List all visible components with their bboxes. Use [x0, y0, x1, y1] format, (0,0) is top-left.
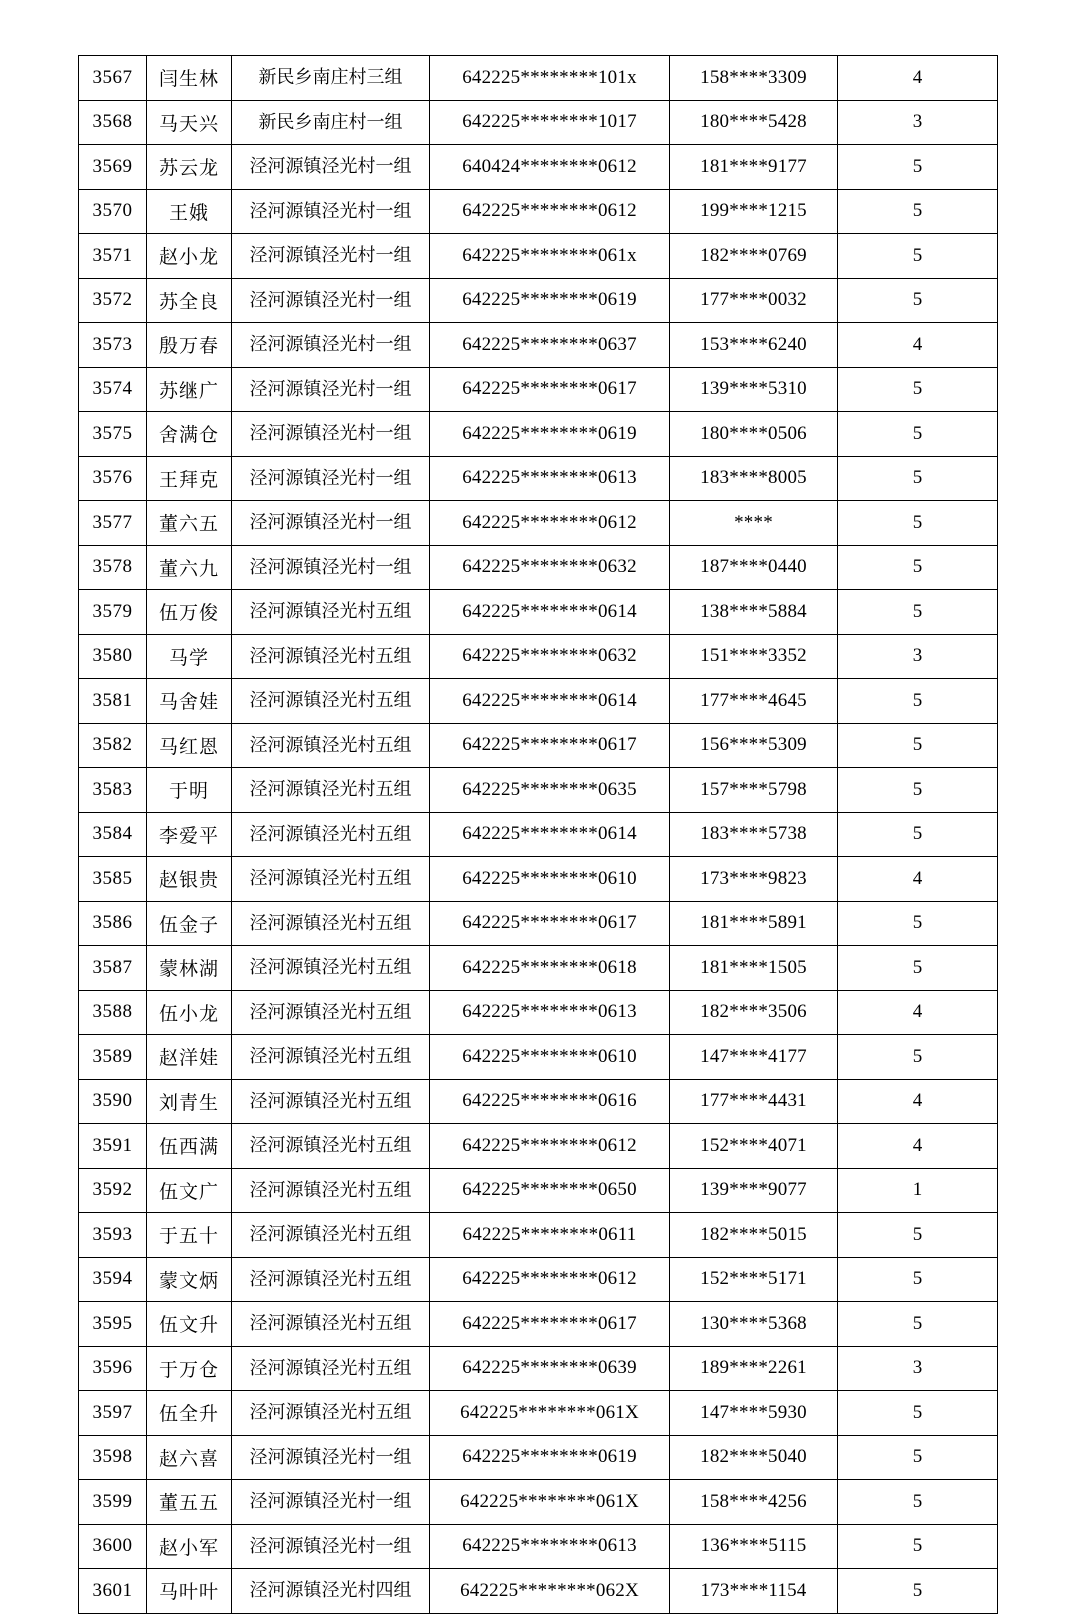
table-row — [79, 234, 998, 279]
row-index-cell: 3584 — [79, 812, 147, 857]
row-phone-cell: 139****9077 — [670, 1168, 838, 1213]
row-phone-cell: 183****8005 — [670, 456, 838, 501]
table-row — [79, 1480, 998, 1525]
row-count-cell: 4 — [838, 1079, 998, 1124]
row-address-cell: 新民乡南庄村三组 — [232, 56, 430, 101]
row-name-cell: 赵洋娃 — [147, 1035, 232, 1080]
row-address-cell: 泾河源镇泾光村一组 — [232, 412, 430, 457]
row-phone-cell: 158****3309 — [670, 56, 838, 101]
row-count-cell: 5 — [838, 456, 998, 501]
row-id-number-cell: 640424********0612 — [430, 145, 670, 190]
row-address-cell: 泾河源镇泾光村五组 — [232, 1079, 430, 1124]
row-phone-cell: 151****3352 — [670, 634, 838, 679]
table-row — [79, 946, 998, 991]
table-row — [79, 812, 998, 857]
table-row — [79, 278, 998, 323]
row-address-cell: 泾河源镇泾光村一组 — [232, 1480, 430, 1525]
row-address-cell: 泾河源镇泾光村五组 — [232, 1168, 430, 1213]
row-index-cell: 3583 — [79, 768, 147, 813]
table-row — [79, 679, 998, 724]
row-index-cell: 3591 — [79, 1124, 147, 1169]
row-name-cell: 董五五 — [147, 1480, 232, 1525]
row-index-cell: 3574 — [79, 367, 147, 412]
row-count-cell: 5 — [838, 501, 998, 546]
row-phone-cell: 181****1505 — [670, 946, 838, 991]
row-count-cell: 5 — [838, 1391, 998, 1436]
table-row — [79, 1213, 998, 1258]
table-row — [79, 412, 998, 457]
row-name-cell: 伍万俊 — [147, 590, 232, 635]
table-row — [79, 1524, 998, 1569]
row-index-cell: 3568 — [79, 100, 147, 145]
row-index-cell: 3573 — [79, 323, 147, 368]
row-name-cell: 殷万春 — [147, 323, 232, 368]
row-index-cell: 3579 — [79, 590, 147, 635]
row-phone-cell: 136****5115 — [670, 1524, 838, 1569]
row-address-cell: 泾河源镇泾光村五组 — [232, 990, 430, 1035]
row-name-cell: 苏全良 — [147, 278, 232, 323]
row-id-number-cell: 642225********0612 — [430, 189, 670, 234]
row-address-cell: 泾河源镇泾光村一组 — [232, 1524, 430, 1569]
row-name-cell: 赵六喜 — [147, 1435, 232, 1480]
row-phone-cell: 139****5310 — [670, 367, 838, 412]
row-id-number-cell: 642225********0613 — [430, 1524, 670, 1569]
row-phone-cell: 152****4071 — [670, 1124, 838, 1169]
row-count-cell: 4 — [838, 323, 998, 368]
row-count-cell: 3 — [838, 1346, 998, 1391]
row-phone-cell: 173****9823 — [670, 857, 838, 902]
row-address-cell: 泾河源镇泾光村一组 — [232, 278, 430, 323]
table-row — [79, 56, 998, 101]
row-index-cell: 3585 — [79, 857, 147, 902]
table-row — [79, 768, 998, 813]
row-count-cell: 5 — [838, 278, 998, 323]
row-name-cell: 苏继广 — [147, 367, 232, 412]
row-count-cell: 1 — [838, 1168, 998, 1213]
row-phone-cell: 182****5015 — [670, 1213, 838, 1258]
row-name-cell: 赵银贵 — [147, 857, 232, 902]
row-count-cell: 5 — [838, 1480, 998, 1525]
row-id-number-cell: 642225********062X — [430, 1569, 670, 1614]
row-phone-cell: 147****4177 — [670, 1035, 838, 1080]
row-count-cell: 5 — [838, 946, 998, 991]
row-name-cell: 苏云龙 — [147, 145, 232, 190]
table-row — [79, 1035, 998, 1080]
row-address-cell: 泾河源镇泾光村五组 — [232, 1213, 430, 1258]
row-count-cell: 5 — [838, 812, 998, 857]
row-count-cell: 5 — [838, 234, 998, 279]
row-id-number-cell: 642225********0632 — [430, 545, 670, 590]
row-index-cell: 3575 — [79, 412, 147, 457]
row-id-number-cell: 642225********0612 — [430, 1124, 670, 1169]
row-address-cell: 泾河源镇泾光村四组 — [232, 1569, 430, 1614]
table-row — [79, 634, 998, 679]
table-row — [79, 1257, 998, 1302]
row-id-number-cell: 642225********101x — [430, 56, 670, 101]
row-phone-cell: 183****5738 — [670, 812, 838, 857]
row-address-cell: 泾河源镇泾光村一组 — [232, 501, 430, 546]
row-count-cell: 5 — [838, 1213, 998, 1258]
row-phone-cell: 180****5428 — [670, 100, 838, 145]
row-name-cell: 马天兴 — [147, 100, 232, 145]
row-id-number-cell: 642225********0632 — [430, 634, 670, 679]
row-phone-cell: 177****4431 — [670, 1079, 838, 1124]
row-address-cell: 泾河源镇泾光村五组 — [232, 1035, 430, 1080]
row-index-cell: 3581 — [79, 679, 147, 724]
row-address-cell: 泾河源镇泾光村五组 — [232, 590, 430, 635]
row-index-cell: 3572 — [79, 278, 147, 323]
row-index-cell: 3587 — [79, 946, 147, 991]
row-id-number-cell: 642225********0617 — [430, 1302, 670, 1347]
row-id-number-cell: 642225********0618 — [430, 946, 670, 991]
row-phone-cell: 181****9177 — [670, 145, 838, 190]
row-count-cell: 5 — [838, 1035, 998, 1080]
row-address-cell: 泾河源镇泾光村一组 — [232, 1435, 430, 1480]
row-id-number-cell: 642225********0614 — [430, 812, 670, 857]
row-address-cell: 泾河源镇泾光村五组 — [232, 1124, 430, 1169]
row-id-number-cell: 642225********0617 — [430, 723, 670, 768]
row-name-cell: 伍文广 — [147, 1168, 232, 1213]
row-address-cell: 新民乡南庄村一组 — [232, 100, 430, 145]
row-index-cell: 3600 — [79, 1524, 147, 1569]
row-index-cell: 3577 — [79, 501, 147, 546]
row-phone-cell: 199****1215 — [670, 189, 838, 234]
row-id-number-cell: 642225********1017 — [430, 100, 670, 145]
row-index-cell: 3593 — [79, 1213, 147, 1258]
row-name-cell: 舍满仓 — [147, 412, 232, 457]
table-row — [79, 145, 998, 190]
row-id-number-cell: 642225********0610 — [430, 857, 670, 902]
row-index-cell: 3580 — [79, 634, 147, 679]
row-address-cell: 泾河源镇泾光村五组 — [232, 1257, 430, 1302]
row-address-cell: 泾河源镇泾光村一组 — [232, 145, 430, 190]
table-row — [79, 323, 998, 368]
row-count-cell: 4 — [838, 56, 998, 101]
row-id-number-cell: 642225********0619 — [430, 278, 670, 323]
row-name-cell: 蒙文炳 — [147, 1257, 232, 1302]
row-phone-cell: 182****5040 — [670, 1435, 838, 1480]
row-name-cell: 于明 — [147, 768, 232, 813]
row-count-cell: 3 — [838, 634, 998, 679]
row-name-cell: 伍金子 — [147, 901, 232, 946]
row-id-number-cell: 642225********0619 — [430, 412, 670, 457]
table-row — [79, 723, 998, 768]
table-row — [79, 545, 998, 590]
row-count-cell: 5 — [838, 1435, 998, 1480]
table-row — [79, 1124, 998, 1169]
row-count-cell: 5 — [838, 1257, 998, 1302]
row-name-cell: 李爱平 — [147, 812, 232, 857]
table-row — [79, 501, 998, 546]
row-phone-cell: 157****5798 — [670, 768, 838, 813]
row-id-number-cell: 642225********0613 — [430, 456, 670, 501]
row-index-cell: 3586 — [79, 901, 147, 946]
row-address-cell: 泾河源镇泾光村五组 — [232, 634, 430, 679]
row-address-cell: 泾河源镇泾光村五组 — [232, 1302, 430, 1347]
row-id-number-cell: 642225********0650 — [430, 1168, 670, 1213]
table-row — [79, 1079, 998, 1124]
row-id-number-cell: 642225********0639 — [430, 1346, 670, 1391]
row-phone-cell: 153****6240 — [670, 323, 838, 368]
row-index-cell: 3599 — [79, 1480, 147, 1525]
row-count-cell: 4 — [838, 990, 998, 1035]
row-phone-cell: 177****4645 — [670, 679, 838, 724]
table-row — [79, 367, 998, 412]
row-address-cell: 泾河源镇泾光村一组 — [232, 323, 430, 368]
row-id-number-cell: 642225********0637 — [430, 323, 670, 368]
row-index-cell: 3588 — [79, 990, 147, 1035]
row-id-number-cell: 642225********0613 — [430, 990, 670, 1035]
row-name-cell: 董六九 — [147, 545, 232, 590]
table-row — [79, 1569, 998, 1614]
row-index-cell: 3570 — [79, 189, 147, 234]
row-phone-cell: 138****5884 — [670, 590, 838, 635]
roster-table-body — [79, 56, 998, 1614]
row-count-cell: 5 — [838, 768, 998, 813]
row-address-cell: 泾河源镇泾光村一组 — [232, 456, 430, 501]
row-index-cell: 3596 — [79, 1346, 147, 1391]
row-name-cell: 刘青生 — [147, 1079, 232, 1124]
row-name-cell: 闫生林 — [147, 56, 232, 101]
row-name-cell: 马叶叶 — [147, 1569, 232, 1614]
row-id-number-cell: 642225********0619 — [430, 1435, 670, 1480]
row-name-cell: 蒙林湖 — [147, 946, 232, 991]
row-id-number-cell: 642225********0614 — [430, 679, 670, 724]
table-row — [79, 901, 998, 946]
row-address-cell: 泾河源镇泾光村五组 — [232, 946, 430, 991]
row-index-cell: 3597 — [79, 1391, 147, 1436]
row-count-cell: 5 — [838, 901, 998, 946]
row-name-cell: 董六五 — [147, 501, 232, 546]
table-row — [79, 100, 998, 145]
row-index-cell: 3590 — [79, 1079, 147, 1124]
row-count-cell: 5 — [838, 145, 998, 190]
row-address-cell: 泾河源镇泾光村一组 — [232, 189, 430, 234]
row-count-cell: 5 — [838, 189, 998, 234]
row-address-cell: 泾河源镇泾光村一组 — [232, 234, 430, 279]
row-count-cell: 5 — [838, 545, 998, 590]
row-count-cell: 5 — [838, 679, 998, 724]
row-phone-cell: 177****0032 — [670, 278, 838, 323]
row-index-cell: 3578 — [79, 545, 147, 590]
row-id-number-cell: 642225********061X — [430, 1391, 670, 1436]
row-name-cell: 于五十 — [147, 1213, 232, 1258]
row-phone-cell: 181****5891 — [670, 901, 838, 946]
row-phone-cell: 187****0440 — [670, 545, 838, 590]
row-index-cell: 3594 — [79, 1257, 147, 1302]
row-phone-cell: 182****0769 — [670, 234, 838, 279]
table-row — [79, 1168, 998, 1213]
row-count-cell: 5 — [838, 590, 998, 635]
row-name-cell: 伍文升 — [147, 1302, 232, 1347]
row-count-cell: 4 — [838, 857, 998, 902]
table-row — [79, 1346, 998, 1391]
row-index-cell: 3567 — [79, 56, 147, 101]
row-id-number-cell: 642225********0611 — [430, 1213, 670, 1258]
row-index-cell: 3601 — [79, 1569, 147, 1614]
row-id-number-cell: 642225********0612 — [430, 501, 670, 546]
row-count-cell: 5 — [838, 1302, 998, 1347]
row-name-cell: 伍西满 — [147, 1124, 232, 1169]
table-row — [79, 990, 998, 1035]
row-id-number-cell: 642225********061x — [430, 234, 670, 279]
table-row — [79, 590, 998, 635]
row-name-cell: 王娥 — [147, 189, 232, 234]
row-index-cell: 3569 — [79, 145, 147, 190]
row-address-cell: 泾河源镇泾光村五组 — [232, 857, 430, 902]
row-index-cell: 3592 — [79, 1168, 147, 1213]
row-id-number-cell: 642225********0617 — [430, 901, 670, 946]
row-name-cell: 于万仓 — [147, 1346, 232, 1391]
row-name-cell: 王拜克 — [147, 456, 232, 501]
row-index-cell: 3598 — [79, 1435, 147, 1480]
table-row — [79, 456, 998, 501]
row-phone-cell: 182****3506 — [670, 990, 838, 1035]
row-phone-cell: 147****5930 — [670, 1391, 838, 1436]
row-name-cell: 伍全升 — [147, 1391, 232, 1436]
row-id-number-cell: 642225********0635 — [430, 768, 670, 813]
row-address-cell: 泾河源镇泾光村五组 — [232, 723, 430, 768]
row-id-number-cell: 642225********0614 — [430, 590, 670, 635]
row-address-cell: 泾河源镇泾光村一组 — [232, 545, 430, 590]
row-phone-cell: 189****2261 — [670, 1346, 838, 1391]
row-id-number-cell: 642225********0612 — [430, 1257, 670, 1302]
table-row — [79, 1391, 998, 1436]
row-name-cell: 马红恩 — [147, 723, 232, 768]
row-id-number-cell: 642225********0610 — [430, 1035, 670, 1080]
row-id-number-cell: 642225********0616 — [430, 1079, 670, 1124]
row-address-cell: 泾河源镇泾光村五组 — [232, 1346, 430, 1391]
row-count-cell: 5 — [838, 723, 998, 768]
row-name-cell: 赵小军 — [147, 1524, 232, 1569]
row-address-cell: 泾河源镇泾光村一组 — [232, 367, 430, 412]
row-phone-cell: **** — [670, 501, 838, 546]
table-row — [79, 1302, 998, 1347]
row-address-cell: 泾河源镇泾光村五组 — [232, 679, 430, 724]
row-name-cell: 马舍娃 — [147, 679, 232, 724]
row-count-cell: 5 — [838, 367, 998, 412]
row-address-cell: 泾河源镇泾光村五组 — [232, 901, 430, 946]
row-phone-cell: 158****4256 — [670, 1480, 838, 1525]
row-address-cell: 泾河源镇泾光村五组 — [232, 812, 430, 857]
row-count-cell: 5 — [838, 412, 998, 457]
row-phone-cell: 156****5309 — [670, 723, 838, 768]
table-row — [79, 1435, 998, 1480]
row-count-cell: 5 — [838, 1524, 998, 1569]
row-address-cell: 泾河源镇泾光村五组 — [232, 1391, 430, 1436]
roster-table — [78, 55, 998, 1614]
row-phone-cell: 173****1154 — [670, 1569, 838, 1614]
row-name-cell: 马学 — [147, 634, 232, 679]
row-count-cell: 4 — [838, 1124, 998, 1169]
row-index-cell: 3576 — [79, 456, 147, 501]
row-count-cell: 3 — [838, 100, 998, 145]
row-id-number-cell: 642225********061X — [430, 1480, 670, 1525]
row-phone-cell: 130****5368 — [670, 1302, 838, 1347]
row-phone-cell: 180****0506 — [670, 412, 838, 457]
row-id-number-cell: 642225********0617 — [430, 367, 670, 412]
row-index-cell: 3571 — [79, 234, 147, 279]
row-index-cell: 3582 — [79, 723, 147, 768]
table-row — [79, 189, 998, 234]
row-index-cell: 3595 — [79, 1302, 147, 1347]
table-row — [79, 857, 998, 902]
row-name-cell: 伍小龙 — [147, 990, 232, 1035]
row-count-cell: 5 — [838, 1569, 998, 1614]
row-address-cell: 泾河源镇泾光村五组 — [232, 768, 430, 813]
row-phone-cell: 152****5171 — [670, 1257, 838, 1302]
row-name-cell: 赵小龙 — [147, 234, 232, 279]
row-index-cell: 3589 — [79, 1035, 147, 1080]
